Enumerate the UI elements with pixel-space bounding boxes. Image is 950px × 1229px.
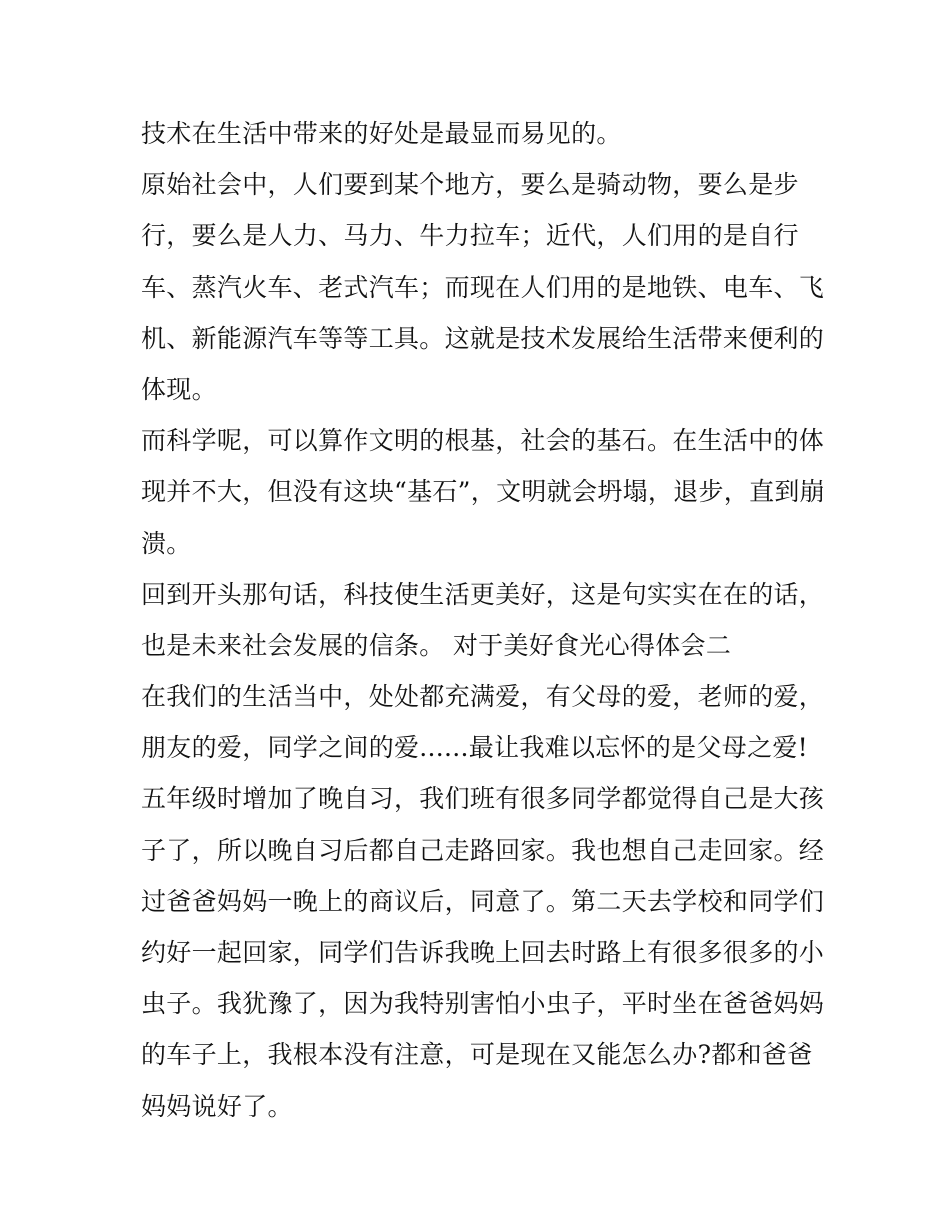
text-line: 技术在生活中带来的好处是最显而易见的。 <box>141 119 622 148</box>
text-line: 现并不大，但没有这块“基石”，文明就会坍塌，退步，直到崩 <box>141 477 825 507</box>
text-line: 回到开头那句话，科技使生活更美好，这是句实实在在的话， <box>141 579 825 609</box>
text-line: 也是未来社会发展的信条。 对于美好食光心得体会二 <box>141 630 732 660</box>
text-line: 子了，所以晚自习后都自己走路回家。我也想自己走回家。经 <box>141 835 825 865</box>
text-line: 的车子上，我根本没有注意，可是现在又能怎么办?都和爸爸 <box>141 1040 813 1070</box>
text-line: 溃。 <box>141 528 192 558</box>
text-line: 机、新能源汽车等等工具。这就是技术发展给生活带来便利的 <box>141 323 825 353</box>
text-line: 体现。 <box>141 374 217 404</box>
text-line: 朋友的爱，同学之间的爱......最让我难以忘怀的是父母之爱! <box>141 733 809 763</box>
text-line: 原始社会中，人们要到某个地方，要么是骑动物，要么是步 <box>141 170 799 200</box>
text-line: 在我们的生活当中，处处都充满爱，有父母的爱，老师的爱， <box>141 682 825 712</box>
text-line: 约好一起回家，同学们告诉我晚上回去时路上有很多很多的小 <box>141 938 825 967</box>
text-line: 妈妈说好了。 <box>141 1091 293 1121</box>
document-body <box>141 108 825 1132</box>
text-line: 行，要么是人力、马力、牛力拉车；近代，人们用的是自行 <box>141 221 799 251</box>
text-line: 五年级时增加了晚自习，我们班有很多同学都觉得自己是大孩 <box>141 784 825 814</box>
text-line: 过爸爸妈妈一晚上的商议后，同意了。第二天去学校和同学们 <box>141 886 825 916</box>
text-line: 虫子。我犹豫了，因为我特别害怕小虫子，平时坐在爸爸妈妈 <box>141 989 825 1019</box>
text-line: 而科学呢，可以算作文明的根基，社会的基石。在生活中的体 <box>141 426 825 456</box>
text-line: 车、蒸汽火车、老式汽车；而现在人们用的是地铁、电车、飞 <box>141 272 825 302</box>
